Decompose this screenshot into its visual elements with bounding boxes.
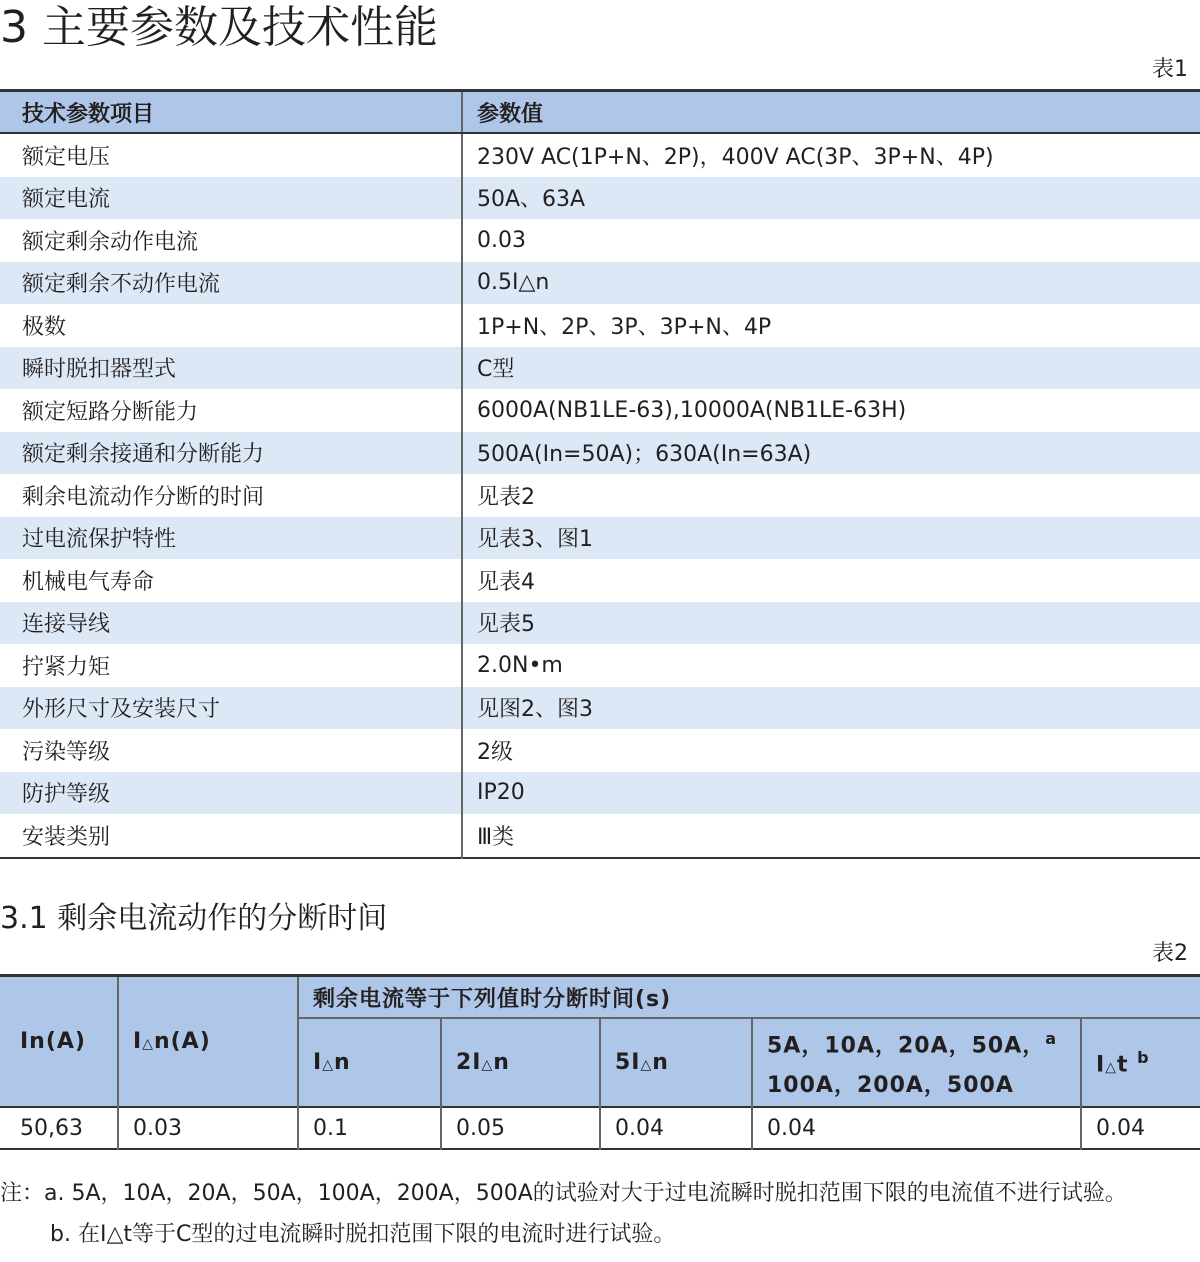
parameter-value: 230V AC(1P+N、2P)，400V AC(3P、3P+N、4P) — [462, 133, 1200, 177]
column-header-value: 参数值 — [462, 91, 1200, 134]
parameter-name: 安装类别 — [0, 814, 462, 858]
cell-time-idn: 0.1 — [298, 1107, 441, 1149]
table-row — [0, 262, 1200, 305]
cell-time-current-list: 0.04 — [752, 1107, 1081, 1149]
cell-time-idt: 0.04 — [1081, 1107, 1200, 1149]
subheader-idn: I△n — [298, 1018, 441, 1107]
parameter-value: 0.5I△n — [462, 262, 1200, 305]
table-row — [0, 814, 1200, 858]
parameter-name: 瞬时脱扣器型式 — [0, 347, 462, 390]
table-row — [0, 602, 1200, 645]
table-1-label: 表1 — [1152, 57, 1188, 82]
table-row — [0, 729, 1200, 772]
parameter-value: 见表4 — [462, 559, 1200, 602]
parameter-name: 剩余电流动作分断的时间 — [0, 474, 462, 517]
parameter-value: 见表3、图1 — [462, 517, 1200, 560]
cell-time-5idn: 0.04 — [600, 1107, 752, 1149]
parameter-name: 额定电流 — [0, 177, 462, 220]
parameters-table — [0, 89, 1200, 859]
parameter-name: 极数 — [0, 304, 462, 347]
breaking-time-table — [0, 974, 1200, 1150]
parameter-value: 见表5 — [462, 602, 1200, 645]
table-row — [0, 687, 1200, 730]
parameter-name: 额定剩余动作电流 — [0, 219, 462, 262]
table-row — [0, 517, 1200, 560]
parameter-name: 污染等级 — [0, 729, 462, 772]
table-row — [0, 219, 1200, 262]
table-2-label: 表2 — [1152, 941, 1188, 966]
subheader-2idn: 2I△n — [441, 1018, 600, 1107]
table-row — [0, 1107, 1200, 1149]
column-header-item: 技术参数项目 — [0, 91, 462, 134]
table-row — [0, 559, 1200, 602]
cell-idn: 0.03 — [118, 1107, 298, 1149]
parameter-name: 额定剩余不动作电流 — [0, 262, 462, 305]
parameter-name: 额定电压 — [0, 133, 462, 177]
parameter-name: 外形尺寸及安装尺寸 — [0, 687, 462, 730]
parameter-value: 1P+N、2P、3P、3P+N、4P — [462, 304, 1200, 347]
parameter-value: 0.03 — [462, 219, 1200, 262]
table-row — [0, 347, 1200, 390]
parameter-value: 见表2 — [462, 474, 1200, 517]
parameter-value: IP20 — [462, 772, 1200, 815]
table-header-row — [0, 91, 1200, 134]
parameter-name: 连接导线 — [0, 602, 462, 645]
parameter-value: 50A、63A — [462, 177, 1200, 220]
table-row — [0, 432, 1200, 475]
column-header-in: In(A) — [0, 976, 118, 1108]
parameter-name: 防护等级 — [0, 772, 462, 815]
footnote-a-marker: a — [1045, 1029, 1058, 1048]
parameter-value: 500A(In=50A)；630A(In=63A) — [462, 432, 1200, 475]
subheader-current-list: 5A，10A，20A，50A，$^a$ 100A，200A，500A — [752, 1018, 1081, 1107]
parameter-name: 机械电气寿命 — [0, 559, 462, 602]
table-row — [0, 177, 1200, 220]
cell-time-2idn: 0.05 — [441, 1107, 600, 1149]
footnote-b: b. 在I△t等于C型的过电流瞬时脱扣范围下限的电流时进行试验。 — [50, 1222, 676, 1247]
column-header-idn: I△n(A) — [118, 976, 298, 1108]
cell-in: 50,63 — [0, 1107, 118, 1149]
parameter-name: 额定短路分断能力 — [0, 389, 462, 432]
parameter-value: 2级 — [462, 729, 1200, 772]
subheader-idt: I△t $^b$ — [1081, 1018, 1200, 1107]
parameter-value: Ⅲ类 — [462, 814, 1200, 858]
table-row — [0, 644, 1200, 687]
column-group-header: 剩余电流等于下列值时分断时间(s) — [298, 976, 1200, 1019]
footnote-b-marker: b — [1137, 1048, 1150, 1067]
subsection-title: 3.1 剩余电流动作的分断时间 — [0, 901, 388, 936]
table-row — [0, 304, 1200, 347]
parameter-value: 2.0N•m — [462, 644, 1200, 687]
footnote-a: 注：a. 5A，10A，20A，50A，100A，200A，500A的试验对大于过电流瞬时脱扣范围下限的电流值不进行试验。 — [0, 1181, 1127, 1206]
parameter-value: C型 — [462, 347, 1200, 390]
parameter-value: 6000A(NB1LE-63),10000A(NB1LE-63H) — [462, 389, 1200, 432]
section-title: 3 主要参数及技术性能 — [0, 2, 438, 53]
subheader-5idn: 5I△n — [600, 1018, 752, 1107]
parameter-name: 额定剩余接通和分断能力 — [0, 432, 462, 475]
table-row — [0, 389, 1200, 432]
table-row — [0, 474, 1200, 517]
parameter-value: 见图2、图3 — [462, 687, 1200, 730]
parameter-name: 过电流保护特性 — [0, 517, 462, 560]
table-row — [0, 772, 1200, 815]
parameter-name: 拧紧力矩 — [0, 644, 462, 687]
table-row — [0, 133, 1200, 177]
